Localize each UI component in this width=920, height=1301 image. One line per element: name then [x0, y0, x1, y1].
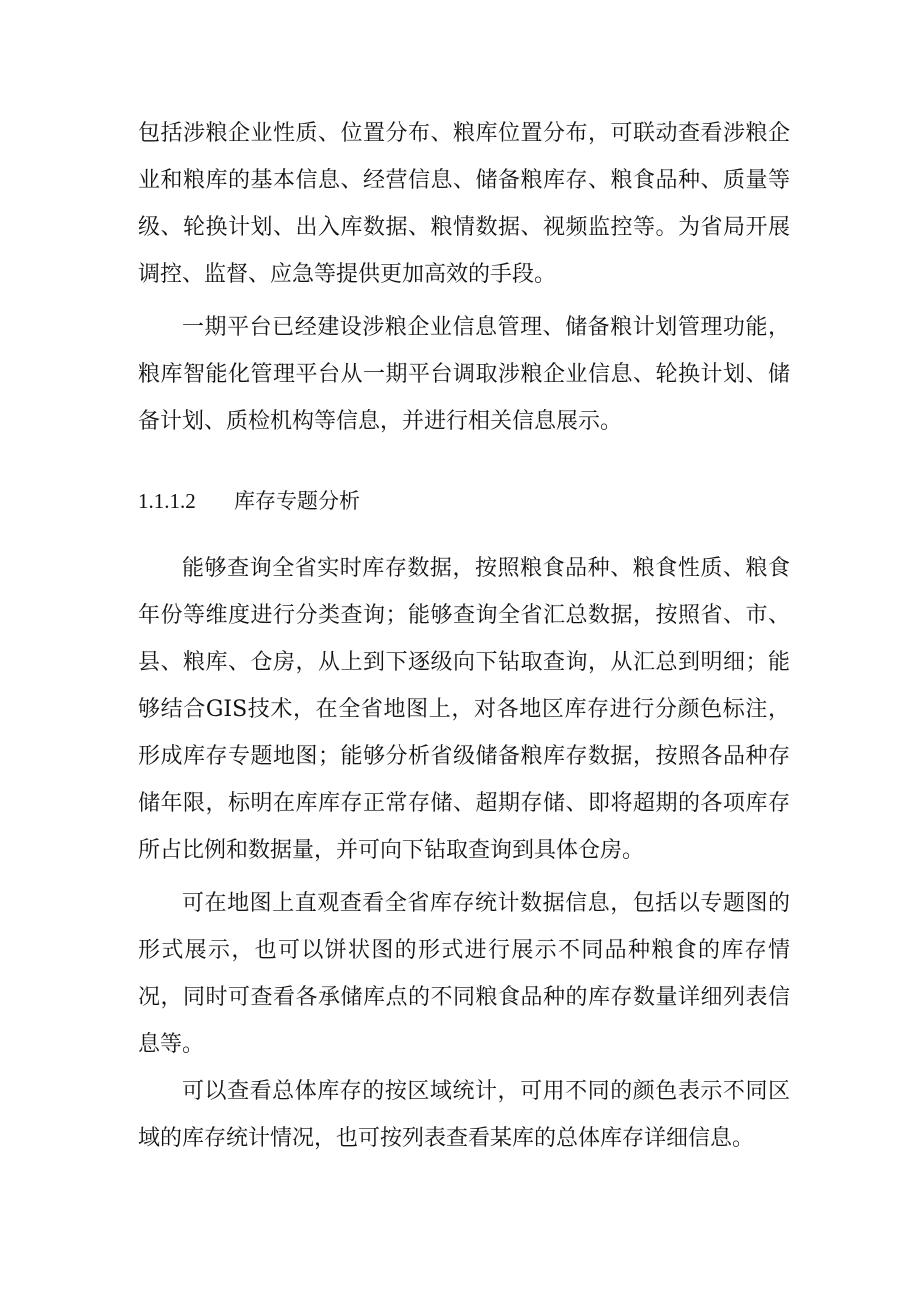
body-paragraph-4: 可在地图上直观查看全省库存统计数据信息，包括以专题图的形式展示，也可以饼状图的形式进行展示不同品种粮食的库存情况，同时可查看各承储库点的不同粮食品种的库存数量详细列表信息等。	[138, 891, 790, 1057]
body-paragraph-1: 包括涉粮企业性质、位置分布、粮库位置分布，可联动查看涉粮企业和粮库的基本信息、经营信息、储备粮库存、粮食品种、质量等级、轮换计划、出入库数据、粮情数据、视频监控等。为省局开展调控、监督、应急等提供更加高效的手段。	[138, 121, 790, 287]
body-paragraph-2: 一期平台已经建设涉粮企业信息管理、储备粮计划管理功能，粮库智能化管理平台从一期平台调取涉粮企业信息、轮换计划、储备计划、质检机构等信息，并进行相关信息展示。	[138, 315, 790, 434]
section-title: 库存专题分析	[234, 489, 360, 513]
body-paragraph-5: 可以查看总体库存的按区域统计，可用不同的颜色表示不同区域的库存统计情况，也可按列表查看某库的总体库存详细信息。	[138, 1079, 790, 1151]
body-paragraph-3: 能够查询全省实时库存数据，按照粮食品种、粮食性质、粮食年份等维度进行分类查询；能够查询全省汇总数据，按照省、市、县、粮库、仓房，从上到下逐级向下钻取查询，从汇总到明细；能够结合GIS技术，在全省地图上，对各地区库存进行分颜色标注，形成库存专题地图；能够分析省级储备粮库存数据，按照各品种存储年限，标明在库库存正常存储、超期存储、即将超期的各项库存所占比例和数据量，并可向下钻取查询到具体仓房。	[138, 556, 790, 863]
section-heading	[138, 478, 360, 525]
section-number: 1.1.1.2	[138, 489, 196, 513]
